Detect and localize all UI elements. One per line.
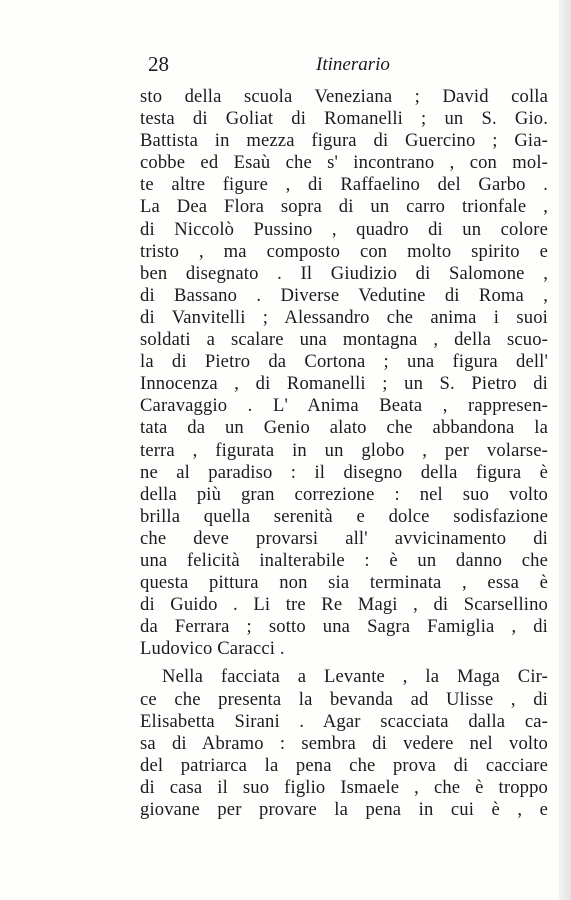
page-number: 28 [148, 52, 169, 76]
text-line: La Dea Flora sopra di un carro trionfale , [140, 196, 548, 218]
text-line: Ludovico Caracci . [140, 638, 285, 660]
text-line: giovane per provare la pena in cui è , e [140, 799, 548, 820]
text-line: ben disegnato . Il Giudizio di Salomone , [140, 262, 548, 284]
text-line: di Bassano . Diverse Vedutine di Roma , [140, 284, 548, 306]
text-line: testa di Goliat di Romanelli ; un S. Gio. [140, 108, 548, 130]
text-line: brilla quella serenità e dolce sodisfazione [140, 505, 548, 527]
text-line: tristo , ma composto con molto spirito e [140, 240, 548, 262]
text-line: una felicità inalterabile : è un danno che [140, 549, 548, 571]
text-line: ne al paradiso : il disegno della figura è [140, 461, 548, 483]
text-line: di Niccolò Pussino , quadro di un colore [140, 218, 548, 240]
text-line: di Vanvitelli ; Alessandro che anima i suoi [140, 306, 548, 328]
text-line: la di Pietro da Cortona ; una figura dell' [140, 351, 548, 373]
text-line: di Guido . Li tre Re Magi , di Scarsellino [140, 594, 548, 616]
running-title: Itinerario [316, 54, 390, 75]
text-line: terra , figurata in un globo , per volarse- [140, 439, 548, 461]
body-text [140, 86, 548, 821]
text-line: Battista in mezza figura di Guercino ; Gia- [140, 130, 548, 152]
text-line: tata da un Genio alato che abbandona la [140, 417, 548, 439]
text-line: cobbe ed Esaù che s' incontrano , con mol- [140, 152, 548, 174]
text-line: te altre figure , di Raffaelino del Garbo . [140, 174, 548, 196]
text-line: Innocenza , di Romanelli ; un S. Pietro di [140, 373, 548, 395]
text-line: del patriarca la pena che prova di cacciare [140, 754, 548, 776]
paragraph-first-line: Nella facciata a Levante , la Maga Cir- [162, 666, 548, 688]
text-line: di casa il suo figlio Ismaele , che è troppo [140, 776, 548, 798]
text-line: che deve provarsi all' avvicinamento di [140, 527, 548, 549]
text-line: ce che presenta la bevanda ad Ulisse , di [140, 688, 548, 710]
text-line: questa pittura non sia terminata , essa è [140, 572, 548, 594]
text-line: Elisabetta Sirani . Agar scacciata dalla ca- [140, 710, 548, 732]
text-line: sto della scuola Veneziana ; David colla [140, 86, 548, 107]
text-line: soldati a scalare una montagna , della scuo- [140, 329, 548, 351]
text-line: della più gran correzione : nel suo volto [140, 483, 548, 505]
running-head [148, 52, 538, 82]
text-line: sa di Abramo : sembra di vedere nel volto [140, 732, 548, 754]
text-line: Caravaggio . L' Anima Beata , rappresen- [140, 395, 548, 417]
page-edge-shadow [559, 0, 571, 900]
text-line: da Ferrara ; sotto una Sagra Famiglia , di [140, 616, 548, 638]
